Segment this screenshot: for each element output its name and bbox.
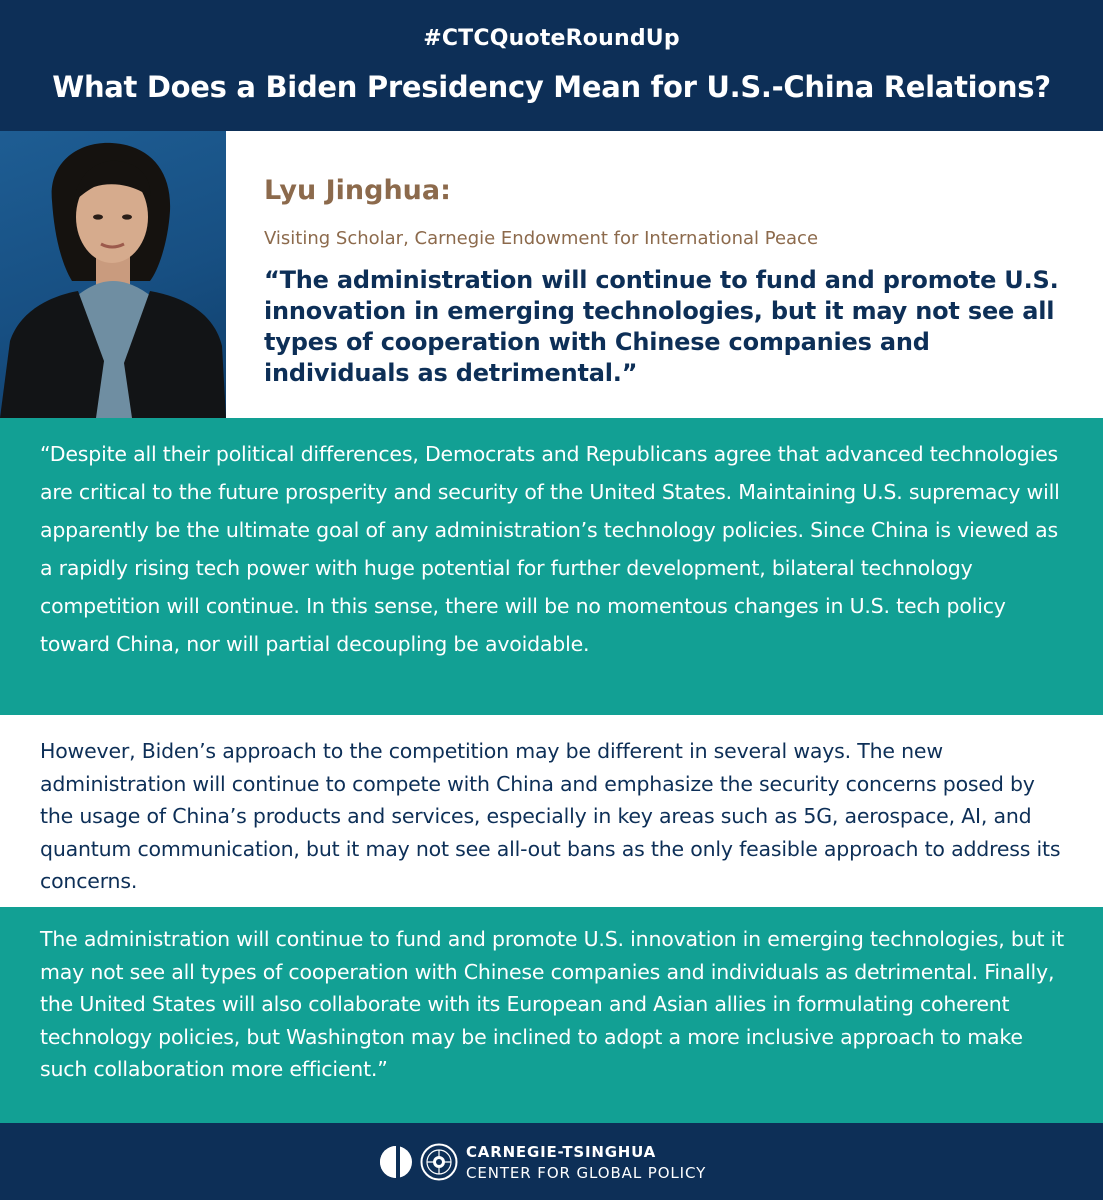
quote-paragraph-2-section [0, 715, 1103, 907]
org-name-line-1: CARNEGIE-TSINGHUA [466, 1143, 657, 1161]
quote-paragraph-2: However, Biden’s approach to the competition may be different in several ways. The new administration will continue to compete with China and emphasize the security concerns posed by the usage of China’s products and services, especially in key areas such as 5G, aerospace, AI, and quantum communication, but it may not see all-out bans as the only feasible approach to address its concerns. [40, 739, 1061, 893]
hashtag: #CTCQuoteRoundUp [423, 26, 680, 51]
header-banner [0, 0, 1103, 131]
speaker-intro [226, 131, 1103, 418]
carnegie-logo-icon [379, 1145, 413, 1179]
speaker-portrait-illustration [0, 131, 226, 418]
quote-paragraph-1-section [0, 418, 1103, 715]
quote-paragraph-3-section [0, 907, 1103, 1123]
speaker-portrait [0, 131, 226, 418]
speaker-name: Lyu Jinghua: [264, 175, 451, 206]
tsinghua-seal-icon [420, 1143, 458, 1181]
quote-paragraph-3: The administration will continue to fund and promote U.S. innovation in emerging technologies, but it may not see all types of cooperation with Chinese companies and individuals as detrimental. Finally, the United States will also collaborate with its European and Asian allies in formulating coherent technology policies, but Washington may be inclined to adopt a more inclusive approach to make such collaboration more efficient.” [40, 927, 1064, 1081]
speaker-role: Visiting Scholar, Carnegie Endowment for International Peace [264, 228, 819, 249]
page-title: What Does a Biden Presidency Mean for U.S.-China Relations? [52, 70, 1051, 104]
quote-paragraph-1: “Despite all their political differences, Democrats and Republicans agree that advanced technologies are critical to the future prosperity and security of the United States. Maintaining U.S. supremacy will apparently be the ultimate goal of any administration’s technology policies. Since China is viewed as a rapidly rising tech power with huge potential for further development, bilateral technology competition will continue. In this sense, there will be no momentous changes in U.S. tech policy toward China, nor will partial decoupling be avoidable. [40, 442, 1060, 656]
footer-banner [0, 1123, 1103, 1200]
pull-quote: “The administration will continue to fund and promote U.S. innovation in emerging technologies, but it may not see all types of cooperation with Chinese companies and individuals as detrimental.” [264, 266, 1059, 387]
org-name-line-2: CENTER FOR GLOBAL POLICY [466, 1164, 707, 1182]
